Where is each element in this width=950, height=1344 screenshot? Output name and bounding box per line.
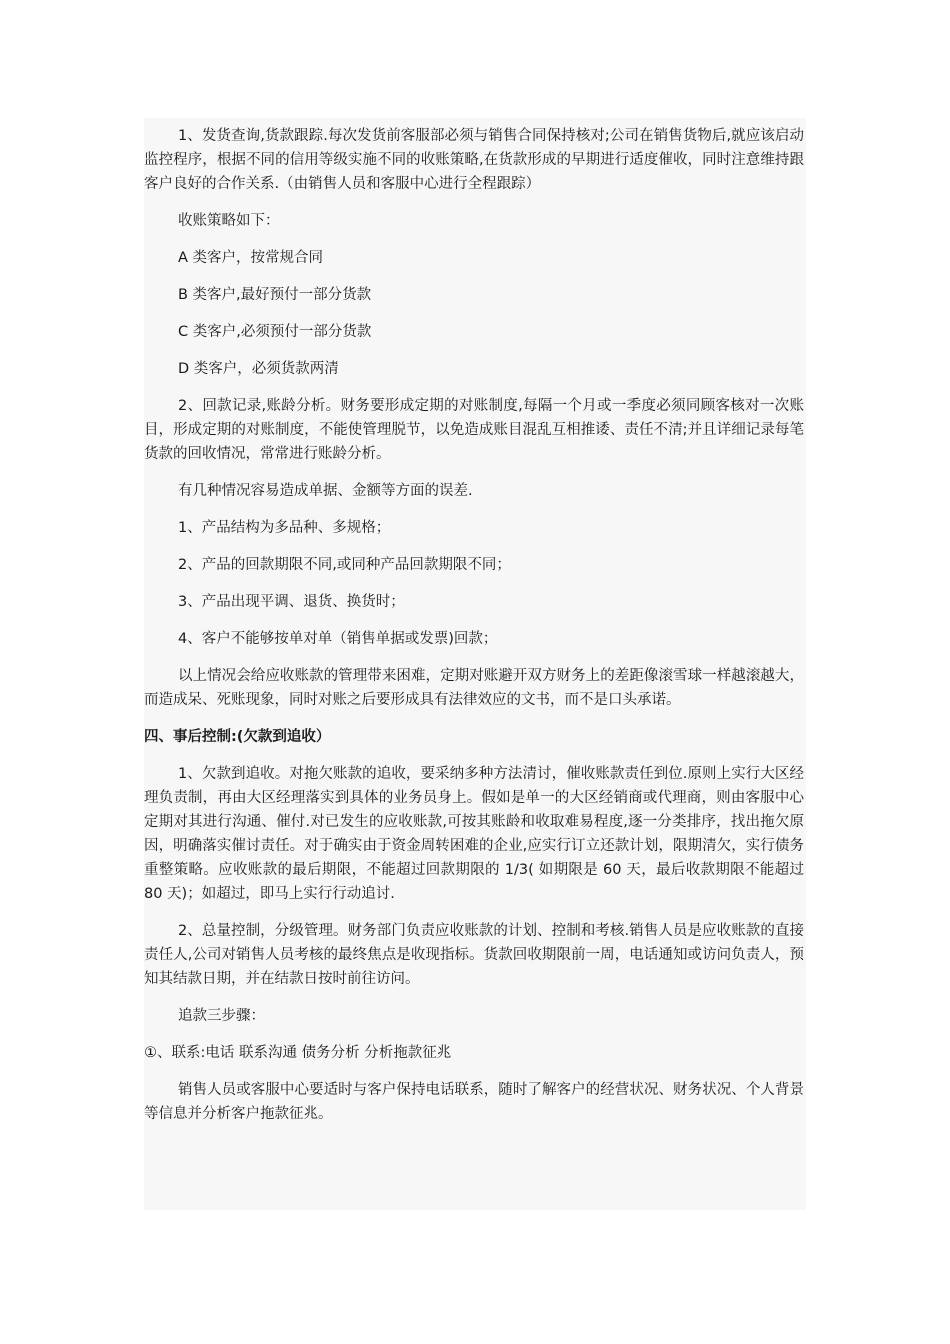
paragraph-three-steps-intro: 追款三步骤： [178, 1008, 265, 1024]
paragraph-step-1-contact: ①、联系:电话 联系沟通 债务分析 分析拖款征兆 [144, 1045, 452, 1061]
list-item-error-3: 3、产品出现平调、退货、换货时； [178, 594, 405, 610]
document-content [144, 124, 804, 1139]
paragraph-error-causes-intro: 有几种情况容易造成单据、金额等方面的误差. [178, 483, 473, 499]
list-item-class-b: B 类客户,最好预付一部分货款 [178, 287, 372, 303]
paragraph-phone-contact: 销售人员或客服中心要适时与客户保持电话联系，随时了解客户的经营状况、财务状况、个人背景等信息并分析客户拖款征兆。 [144, 1082, 804, 1122]
section-heading-post-control: 四、事后控制:(欠款到追收） [144, 729, 331, 745]
paragraph-shipment-tracking: 1、发货查询,货款跟踪.每次发货前客服部必须与销售合同保持核对;公司在销售货物后,就应该启动监控程序，根据不同的信用等级实施不同的收账策略,在货款形成的早期进行适度催收，同时注意维持跟客户良好的合作关系.（由销售人员和客服中心进行全程跟踪） [144, 128, 804, 192]
list-item-error-1: 1、产品结构为多品种、多规格； [178, 520, 391, 536]
paragraph-total-control: 2、总量控制，分级管理。财务部门负责应收账款的计划、控制和考核.销售人员是应收账款的直接责任人,公司对销售人员考核的最终焦点是收现指标。货款回收期限前一周，电话通知或访问负责人，预知其结款日期，并在结款日按时前往访问。 [144, 923, 804, 987]
list-item-class-d: D 类客户，必须货款两清 [178, 361, 339, 377]
list-item-class-a: A 类客户，按常规合同 [178, 250, 324, 266]
list-item-class-c: C 类客户,必须预付一部分货款 [178, 324, 372, 340]
paragraph-reconciliation-summary: 以上情况会给应收账款的管理带来困难，定期对账避开双方财务上的差距像滚雪球一样越滚越大，而造成呆、死账现象，同时对账之后要形成具有法律效应的文书，而不是口头承诺。 [144, 668, 804, 708]
paragraph-aging-analysis: 2、回款记录,账龄分析。财务要形成定期的对账制度,每隔一个月或一季度必须同顾客核对一次账目，形成定期的对账制度，不能使管理脱节，以免造成账目混乱互相推诿、责任不清;并且详细记录每笔货款的回收情况，常常进行账龄分析。 [144, 398, 804, 462]
list-item-error-4: 4、客户不能够按单对单（销售单据或发票)回款； [178, 631, 498, 647]
list-item-error-2: 2、产品的回款期限不同,或同种产品回款期限不同； [178, 557, 511, 573]
paragraph-collection-strategy-intro: 收账策略如下： [178, 213, 280, 229]
paragraph-overdue-collection: 1、欠款到追收。对拖欠账款的追收，要采纳多种方法清讨，催收账款责任到位.原则上实行大区经理负责制，再由大区经理落实到具体的业务员身上。假如是单一的大区经销商或代理商，则由客服中心定期对其进行沟通、催付.对已发生的应收账款,可按其账龄和收取难易程度,逐一分类排序，找出拖欠原因，明确落实催讨责任。对于确实由于资金周转困难的企业,应实行订立还款计划，限期清欠，实行债务重整策略。应收账款的最后期限，不能超过回款期限的 1/3( 如期限是 60 天，最后收款期限不能超过 80 天)；如超过，即马上实行行动追讨. [144, 766, 804, 902]
